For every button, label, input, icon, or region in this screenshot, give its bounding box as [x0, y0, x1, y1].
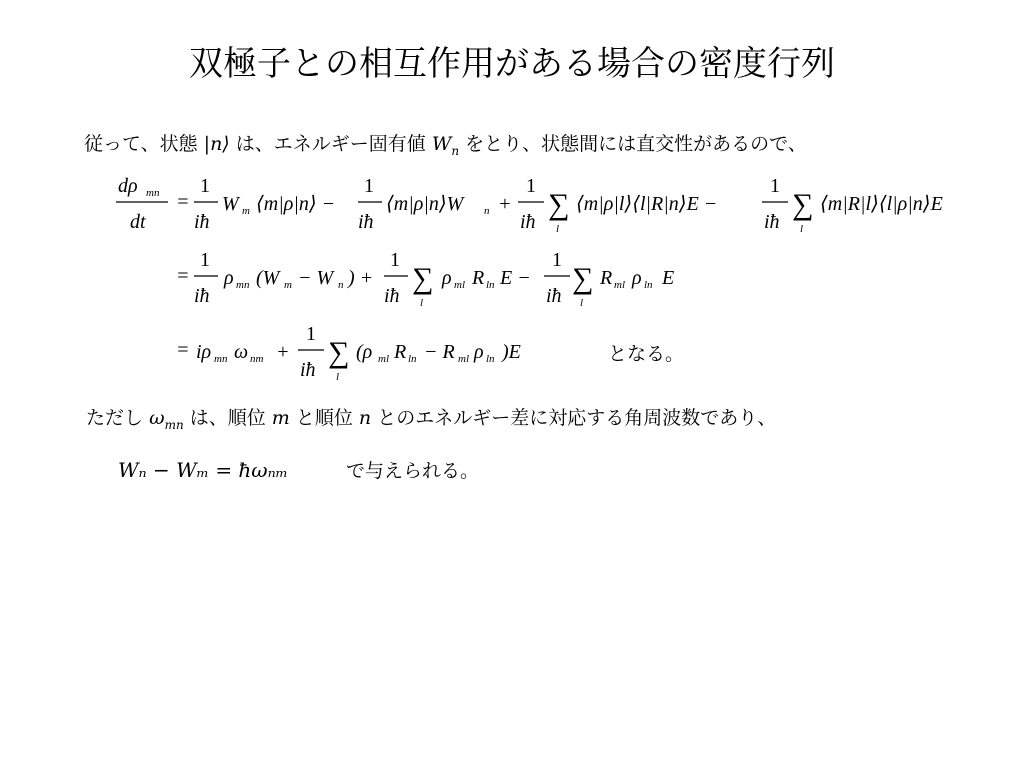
svg-text:∑: ∑ — [328, 336, 350, 369]
svg-text:iρ: iρ — [196, 341, 212, 363]
svg-text:R: R — [600, 267, 613, 289]
svg-text:+: + — [498, 193, 512, 215]
svg-text:− W: − W — [298, 267, 334, 289]
svg-text:W: W — [222, 193, 239, 215]
svg-text:ln: ln — [408, 353, 417, 365]
svg-text:ρ: ρ — [474, 341, 484, 363]
svg-text:m: m — [242, 205, 250, 217]
svg-text:l: l — [800, 223, 804, 235]
svg-text:)E: )E — [502, 341, 521, 363]
svg-text:ln: ln — [644, 279, 653, 291]
energy-symbol: $W_n$ — [431, 133, 460, 158]
svg-text:R: R — [472, 267, 485, 289]
svg-text:iħ: iħ — [764, 211, 780, 233]
svg-text:iħ: iħ — [300, 359, 316, 381]
omega-symbol: $\omega_{mn}$ — [149, 407, 184, 432]
svg-text:ρ: ρ — [632, 267, 642, 289]
svg-text:ρ: ρ — [224, 267, 234, 289]
svg-text:E: E — [662, 267, 675, 289]
svg-text:ml: ml — [378, 353, 389, 365]
svg-text:1: 1 — [770, 175, 780, 197]
svg-text:n: n — [338, 279, 344, 291]
relation-line — [118, 456, 479, 485]
svg-text:n: n — [484, 205, 490, 217]
slide-title: 双極子との相互作用がある場合の密度行列 — [189, 44, 835, 84]
svg-text:1: 1 — [306, 323, 316, 345]
svg-text:ml: ml — [458, 353, 469, 365]
svg-text:l: l — [336, 371, 340, 383]
svg-text:∑: ∑ — [572, 262, 594, 295]
svg-text:∑: ∑ — [792, 188, 814, 221]
svg-text:dt: dt — [130, 211, 146, 233]
svg-text:iħ: iħ — [384, 285, 400, 307]
definition-line: ただし $\omega_{mn}$ は、順位 m と順位 n とのエネルギー差に対応する角周波数であり、 — [86, 407, 777, 432]
svg-text:) +: ) + — [348, 267, 374, 289]
intro-middle: は、エネルギー固有値 — [235, 133, 426, 155]
svg-text:ω: ω — [234, 341, 249, 363]
eq1-lhs — [116, 175, 168, 233]
svg-text:R: R — [394, 341, 407, 363]
intro-suffix: をとり、状態間には直交性があるので、 — [465, 133, 807, 155]
svg-text:+: + — [276, 341, 290, 363]
svg-text:iħ: iħ — [546, 285, 562, 307]
svg-text:=: = — [176, 339, 190, 361]
intro-line — [84, 130, 807, 165]
eq1-rhs — [176, 175, 943, 235]
svg-text:1: 1 — [200, 249, 210, 271]
svg-text:(W: (W — [256, 267, 280, 289]
svg-text:iħ: iħ — [358, 211, 374, 233]
relation-suffix: で与えられる。 — [346, 460, 480, 482]
energy-relation: Wₙ − Wₘ = ħωₙₘ — [118, 458, 288, 482]
intro-prefix: 従って、状態 — [84, 133, 198, 155]
svg-text:nm: nm — [250, 353, 264, 365]
svg-text:1: 1 — [552, 249, 562, 271]
svg-text:1: 1 — [364, 175, 374, 197]
svg-text:− R: − R — [424, 341, 455, 363]
svg-text:⟨m|ρ|n⟩W: ⟨m|ρ|n⟩W — [386, 193, 464, 215]
svg-text:∑: ∑ — [548, 188, 570, 221]
svg-text:l: l — [556, 223, 560, 235]
svg-text:E −: E − — [500, 267, 531, 289]
svg-text:=: = — [176, 191, 190, 213]
ket-n: |n⟩ — [203, 133, 230, 155]
svg-text:iħ: iħ — [194, 285, 210, 307]
svg-text:l: l — [580, 297, 584, 309]
equation-block — [0, 170, 1024, 400]
svg-text:1: 1 — [390, 249, 400, 271]
svg-text:∑: ∑ — [412, 262, 434, 295]
svg-text:ln: ln — [486, 353, 495, 365]
eq2 — [176, 249, 674, 309]
svg-text:iħ: iħ — [194, 211, 210, 233]
eq3-suffix: となる。 — [608, 343, 685, 365]
svg-text:mn: mn — [214, 353, 228, 365]
svg-text:(ρ: (ρ — [356, 341, 373, 363]
svg-text:ml: ml — [454, 279, 465, 291]
svg-text:l: l — [420, 297, 424, 309]
svg-text:dρ: dρ — [118, 175, 138, 197]
svg-text:⟨m|ρ|l⟩⟨l|R|n⟩E −: ⟨m|ρ|l⟩⟨l|R|n⟩E − — [576, 193, 718, 215]
svg-text:iħ: iħ — [520, 211, 536, 233]
svg-text:=: = — [176, 265, 190, 287]
svg-text:1: 1 — [200, 175, 210, 197]
svg-text:ρ: ρ — [442, 267, 452, 289]
svg-text:mn: mn — [146, 187, 160, 199]
svg-text:ln: ln — [486, 279, 495, 291]
svg-text:⟨m|R|l⟩⟨l|ρ|n⟩E: ⟨m|R|l⟩⟨l|ρ|n⟩E — [820, 193, 943, 215]
svg-text:mn: mn — [236, 279, 250, 291]
svg-text:ml: ml — [614, 279, 625, 291]
eq3 — [176, 323, 521, 383]
svg-text:m: m — [284, 279, 292, 291]
svg-text:⟨m|ρ|n⟩ −: ⟨m|ρ|n⟩ − — [256, 193, 336, 215]
svg-text:1: 1 — [526, 175, 536, 197]
